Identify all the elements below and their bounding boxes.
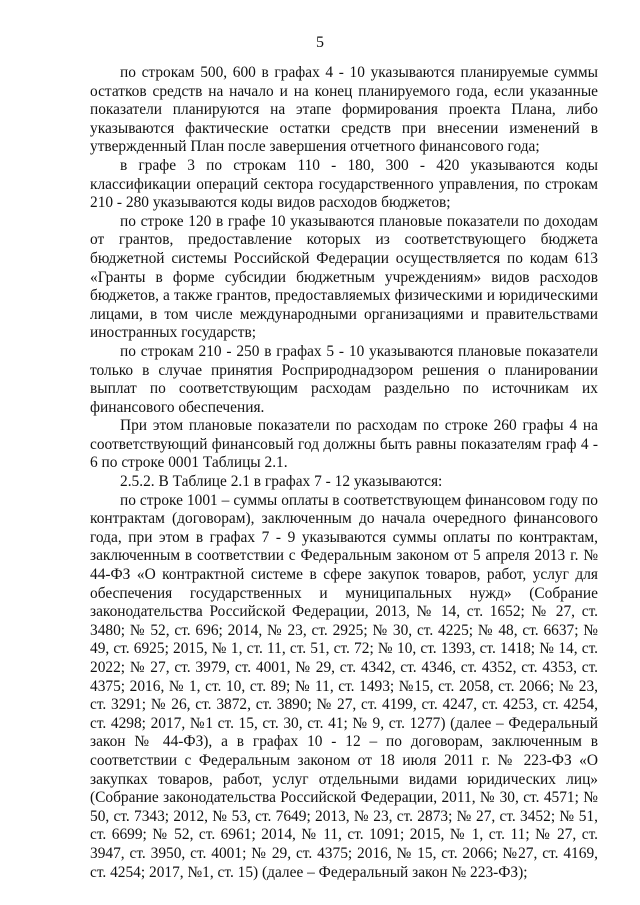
- paragraph: по строке 120 в графе 10 указываются плановые показатели по доходам от грантов, предоставление которых из соответствующего бюджета бюджетной системы Российской Федерации осуществляется по кодам 613 «Гранты в форме субсидии бюджетным учреждениям» видов расходов бюджетов, а также грантов, предоставляемых физическими и юридическими лицами, в том числе международными организациями и правительствами иностранных государств;: [90, 212, 598, 342]
- document-body: [90, 64, 598, 882]
- paragraph: по строке 1001 – суммы оплаты в соответствующем финансовом году по контрактам (договорам), заключенным до начала очередного финансового года, при этом в графах 7 - 9 указываются суммы оплаты по контрактам, заключенным в соответствии с Федеральным законом от 5 апреля 2013 г. № 44-ФЗ «О контрактной системе в сфере закупок товаров, работ, услуг для обеспечения государственных и муниципальных нужд» (Собрание законодательства Российской Федерации, 2013, № 14, ст. 1652; № 27, ст. 3480; № 52, ст. 696; 2014, № 23, ст. 2925; № 30, ст. 4225; № 48, ст. 6637; № 49, ст. 6925; 2015, № 1, ст. 11, ст. 51, ст. 72; № 10, ст. 1393, ст. 1418; № 14, ст. 2022; № 27, ст. 3979, ст. 4001, № 29, ст. 4342, ст. 4346, ст. 4352, ст. 4353, ст. 4375; 2016, № 1, ст. 10, ст. 89; № 11, ст. 1493; №15, ст. 2058, ст. 2066; № 23, ст. 3291; № 26, ст. 3872, ст. 3890; № 27, ст. 4199, ст. 4247, ст. 4253, ст. 4254, ст. 4298; 2017, №1 ст. 15, ст. 30, ст. 41; № 9, ст. 1277) (далее – Федеральный закон № 44-ФЗ), а в графах 10 - 12 – по договорам, заключенным в соответствии с Федеральным законом от 18 июля 2011 г. № 223-ФЗ «О закупках товаров, работ, услуг отдельными видами юридических лиц» (Собрание законодательства Российской Федерации, 2011, № 30, ст. 4571; № 50, ст. 7343; 2012, № 53, ст. 7649; 2013, № 23, ст. 2873; № 27, ст. 3452; № 51, ст. 6699; № 52, ст. 6961; 2014, № 11, ст. 1091; 2015, № 1, ст. 11; № 27, ст. 3947, ст. 3950, ст. 4001; № 29, ст. 4375; 2016, № 15, ст. 2066; №27, ст. 4169, ст. 4254; 2017, №1, ст. 15) (далее – Федеральный закон № 223-ФЗ);: [90, 491, 598, 881]
- paragraph: по строкам 210 - 250 в графах 5 - 10 указываются плановые показатели только в случае принятия Росприроднадзором решения о планировании выплат по соответствующим расходам раздельно по источникам их финансового обеспечения.: [90, 342, 598, 416]
- page-number: 5: [316, 34, 324, 51]
- paragraph: по строкам 500, 600 в графах 4 - 10 указываются планируемые суммы остатков средств на начало и на конец планируемого года, если указанные показатели планируются на этапе формирования проекта Плана, либо указываются фактические остатки средств при внесении изменений в утвержденный План после завершения отчетного финансового года;: [90, 64, 598, 156]
- section-heading-2-5-2: 2.5.2. В Таблице 2.1 в графах 7 - 12 указываются:: [120, 473, 443, 491]
- paragraph: в графе 3 по строкам 110 - 180, 300 - 420 указываются коды классификации операций сектора государственного управления, по строкам 210 - 280 указываются коды видов расходов бюджетов;: [90, 156, 598, 212]
- paragraph: При этом плановые показатели по расходам по строке 260 графы 4 на соответствующий финансовый год должны быть равны показателям граф 4 - 6 по строке 0001 Таблицы 2.1.: [90, 417, 598, 472]
